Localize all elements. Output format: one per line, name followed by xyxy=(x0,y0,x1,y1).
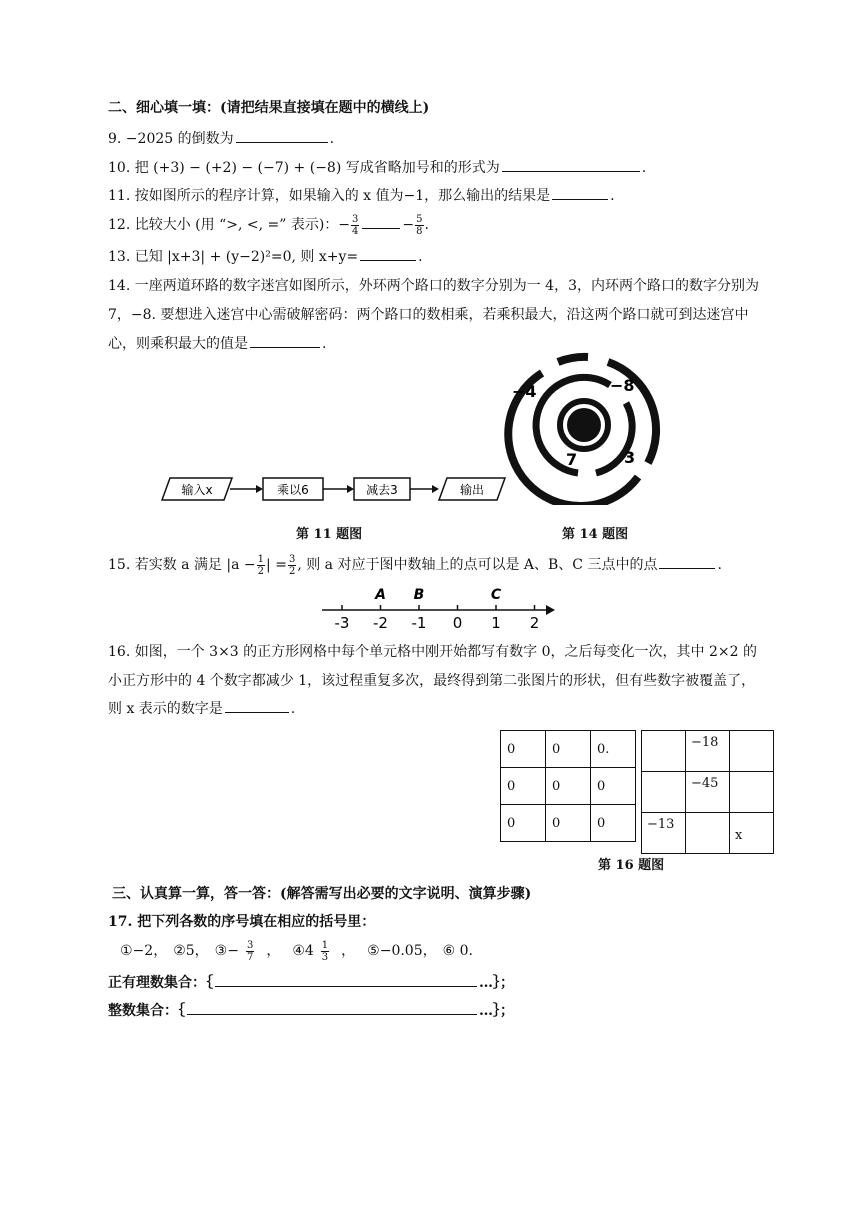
minus-sign: − xyxy=(402,217,415,233)
section2-heading: 二、细心填一填：(请把结果直接填在题中的横线上) xyxy=(108,100,430,116)
grid-row xyxy=(642,813,774,854)
question-14-line3 xyxy=(108,333,326,354)
grid-cell: 0 xyxy=(501,805,546,842)
option-4 xyxy=(292,939,361,963)
maze-number-neg8: −8 xyxy=(610,376,635,395)
number-line-point-a: A xyxy=(375,587,386,603)
option-3-prefix: ③− xyxy=(214,943,239,959)
set-positive-rational xyxy=(108,972,514,993)
maze-number-neg4: −4 xyxy=(512,382,537,401)
grid-cell: −13 xyxy=(642,813,686,854)
answer-blank-14[interactable] xyxy=(250,333,320,348)
grid-cell xyxy=(730,731,774,772)
question-12-end: . xyxy=(424,217,429,233)
question-9-end: . xyxy=(329,131,335,147)
abs-close: | = xyxy=(266,557,287,573)
question-14-text: 心，则乘积最大的值是 xyxy=(108,336,248,352)
grid-cell: 0 xyxy=(591,805,636,842)
question-11-end: . xyxy=(610,188,615,204)
answer-blank-positive-rational[interactable] xyxy=(215,972,477,987)
fraction-numerator: 3 xyxy=(352,213,359,225)
caption-fig14: 第 14 题图 xyxy=(562,527,629,542)
number-line-point-b: B xyxy=(413,587,425,603)
grid-row xyxy=(501,731,636,768)
fraction-denominator: 8 xyxy=(416,225,423,237)
fraction-5-8 xyxy=(415,214,423,237)
arrowhead-icon xyxy=(347,485,354,493)
fraction-denominator: 4 xyxy=(352,225,359,237)
question-10 xyxy=(108,157,646,178)
grid-cell: 0 xyxy=(546,731,591,768)
answer-blank-11[interactable] xyxy=(552,185,608,200)
option-5: ⑤−0.05， xyxy=(367,943,437,959)
fraction-3-7 xyxy=(246,940,260,963)
number-line-tick-label: 0 xyxy=(452,614,463,632)
grid-row xyxy=(642,731,774,772)
question-12-text: 12. 比较大小 (用 “>, <, =” 表示)：− xyxy=(108,217,351,233)
question-9-text: 9. −2025 的倒数为 xyxy=(108,131,234,147)
caption-fig16: 第 16 题图 xyxy=(598,858,665,873)
fraction-numerator: 3 xyxy=(246,939,254,951)
grid-cell: 0 xyxy=(546,805,591,842)
number-line-tick-label: -2 xyxy=(373,614,388,632)
answer-blank-13[interactable] xyxy=(360,246,416,261)
option-2: ②5， xyxy=(173,943,209,959)
question-13-end: . xyxy=(418,249,423,265)
number-line-tick-label: 2 xyxy=(529,614,540,632)
fraction-1-3 xyxy=(321,940,335,963)
answer-blank-12[interactable] xyxy=(362,214,400,229)
set-positive-rational-label: 正有理数集合：｛ xyxy=(108,975,213,991)
grid-cell: 0. xyxy=(591,731,636,768)
answer-blank-15[interactable] xyxy=(659,554,715,569)
set-integers-end: …｝； xyxy=(479,1003,514,1019)
option-3 xyxy=(214,939,287,963)
grid-cell xyxy=(730,772,774,813)
question-10-text: 10. 把 (+3) − (+2) − (−7) + (−8) 写成省略加号和的形式为 xyxy=(108,160,500,176)
question-14-end: . xyxy=(322,336,327,352)
fraction-denominator: 2 xyxy=(288,565,296,577)
question-15-end: . xyxy=(717,557,722,573)
grid-cell: −18 xyxy=(686,731,730,772)
question-15 xyxy=(108,552,722,578)
maze-outer-ring-3 xyxy=(558,357,588,362)
question-13 xyxy=(108,246,423,267)
set-positive-rational-end: …｝； xyxy=(479,975,514,991)
number-line-tick-label: -3 xyxy=(334,614,350,632)
grid-cell xyxy=(642,772,686,813)
number-line-arrow-icon xyxy=(546,605,555,615)
question-11 xyxy=(108,185,615,206)
option-6: ⑥ 0. xyxy=(442,943,473,959)
arrowhead-icon xyxy=(256,485,263,493)
question-16-text: 则 x 表示的数字是 xyxy=(108,701,223,717)
fraction-numerator: 1 xyxy=(321,939,329,951)
fraction-1-2 xyxy=(257,554,265,577)
answer-blank-10[interactable] xyxy=(502,157,640,172)
flowchart-step2-label: 减去3 xyxy=(366,483,398,497)
answer-blank-integers[interactable] xyxy=(187,1000,477,1015)
question-11-text: 11. 按如图所示的程序计算，如果输入的 x 值为−1，那么输出的结果是 xyxy=(108,188,551,204)
question-16-line3 xyxy=(108,698,295,719)
option-3-suffix: ， xyxy=(266,943,281,959)
question-13-text: 13. 已知 |x+3| + (y−2)²=0, 则 x+y= xyxy=(108,249,359,265)
maze-number-7: 7 xyxy=(566,450,578,469)
question-15-text: 15. 若实数 a 满足 |a − xyxy=(108,557,256,573)
option-1: ①−2， xyxy=(120,943,168,959)
flowchart-output-label: 输出 xyxy=(459,483,485,497)
question-16-end: . xyxy=(290,701,296,717)
question-14-line2: 7，−8. 要想进入迷宫中心需破解密码：两个路口的数相乘，若乘积最大，沿这两个路口就可到达迷宫中 xyxy=(108,307,749,323)
maze-number-3: 3 xyxy=(624,448,636,467)
set-integers xyxy=(108,1000,514,1021)
number-line-point-c: C xyxy=(490,587,502,603)
grid-cell: −45 xyxy=(686,772,730,813)
grid-cell: 0 xyxy=(501,731,546,768)
question-10-end: . xyxy=(641,160,647,176)
flowchart-figure xyxy=(160,470,510,510)
number-line-figure xyxy=(318,584,558,632)
section3-heading: 三、认真算一算，答一答：(解答需写出必要的文字说明、演算步骤) xyxy=(112,886,532,902)
question-9 xyxy=(108,128,334,149)
question-12 xyxy=(108,212,429,238)
maze-figure xyxy=(500,345,670,505)
option-4-suffix: ， xyxy=(341,943,356,959)
grid-cell: 0 xyxy=(591,768,636,805)
grid-row xyxy=(501,805,636,842)
option-4-prefix: ④4 xyxy=(292,943,314,959)
fraction-denominator: 3 xyxy=(321,951,329,963)
grid-cell xyxy=(642,731,686,772)
number-line-tick-label: -1 xyxy=(411,614,427,632)
flowchart-input-label: 输入x xyxy=(181,483,213,497)
caption-fig11: 第 11 题图 xyxy=(296,527,363,542)
number-line-tick-label: 1 xyxy=(491,614,501,632)
answer-blank-9[interactable] xyxy=(236,128,328,143)
question-15-suffix: , 则 a 对应于图中数轴上的点可以是 A、B、C 三点中的点 xyxy=(297,557,658,573)
grid-cell: 0 xyxy=(546,768,591,805)
question-17-options xyxy=(120,938,479,964)
question-16-line1: 16. 如图，一个 3×3 的正方形网格中每个单元格中刚开始都写有数字 0，之后每变化一次，其中 2×2 的 xyxy=(108,644,757,660)
question-16-line2: 小正方形中的 4 个数字都减少 1，该过程重复多次，最终得到第二张图片的形状，但有些数字被覆盖了， xyxy=(108,673,756,689)
answer-blank-16[interactable] xyxy=(225,698,289,713)
fraction-denominator: 7 xyxy=(246,951,254,963)
grid-row xyxy=(501,768,636,805)
question-14-line1: 14. 一座两道环路的数字迷宫如图所示，外环两个路口的数字分别为一 4，3，内环两个路口的数字分别为 xyxy=(108,278,759,294)
question-17-text: 17. 把下列各数的序号填在相应的括号里： xyxy=(108,914,376,930)
grid-final xyxy=(641,730,774,854)
grid-cell xyxy=(686,813,730,854)
grid-initial xyxy=(500,730,636,842)
fraction-3-2 xyxy=(288,554,296,577)
grid-cell: x xyxy=(730,813,774,854)
grid-row xyxy=(642,772,774,813)
fraction-3-4 xyxy=(351,214,359,237)
grid-cell: 0 xyxy=(501,768,546,805)
fraction-numerator: 1 xyxy=(257,553,265,565)
set-integers-label: 整数集合：｛ xyxy=(108,1003,185,1019)
fraction-numerator: 3 xyxy=(288,553,296,565)
fraction-numerator: 5 xyxy=(416,213,423,225)
flowchart-step1-label: 乘以6 xyxy=(277,483,309,497)
arrowhead-icon xyxy=(432,485,439,493)
fraction-denominator: 2 xyxy=(257,565,265,577)
maze-center-dot xyxy=(567,408,601,442)
